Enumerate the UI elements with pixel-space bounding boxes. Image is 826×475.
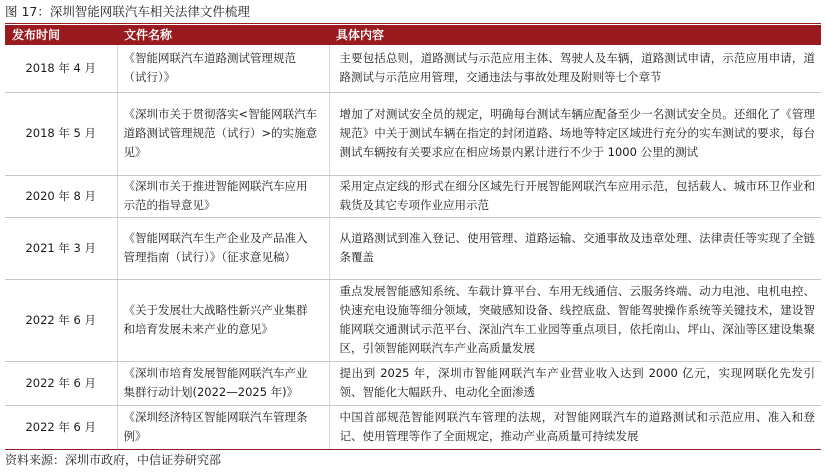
source-note: 资料来源：深圳市政府，中信证券研究部 bbox=[5, 453, 222, 467]
row-content: 主要包括总则，道路测试与示范应用主体、驾驶人及车辆，道路测试申请，示范应用申请，道路测试与示范应用管理，交通违法与事故处理及附则等七个章节 bbox=[329, 45, 821, 92]
header-name: 文件名称 bbox=[117, 25, 329, 45]
row-date: 2020 年 8 月 bbox=[5, 175, 117, 217]
figure-title: 图 17：深圳智能网联汽车相关法律文件梳理 bbox=[5, 4, 250, 19]
header-content: 具体内容 bbox=[329, 25, 821, 45]
table-row bbox=[5, 361, 821, 405]
table-row bbox=[5, 217, 821, 279]
row-document-name: 《关于发展壮大战略性新兴产业集群和培育发展未来产业的意见》 bbox=[117, 279, 329, 361]
row-date: 2022 年 6 月 bbox=[5, 361, 117, 405]
law-documents-table bbox=[5, 25, 821, 450]
table-row bbox=[5, 279, 821, 361]
row-content: 从道路测试到准入登记、使用管理、道路运输、交通事故及违章处理、法律责任等实现了全链条覆盖 bbox=[329, 217, 821, 279]
table-row bbox=[5, 175, 821, 217]
row-document-name: 《智能网联汽车生产企业及产品准入管理指南（试行）》（征求意见稿） bbox=[117, 217, 329, 279]
row-content: 提出到 2025 年，深圳市智能网联汽车产业营业收入达到 2000 亿元，实现网联化先发引领、智能化大幅跃升、电动化全面渗透 bbox=[329, 361, 821, 405]
table-header-row bbox=[5, 25, 821, 45]
row-content: 增加了对测试安全员的规定，明确每台测试车辆应配备至少一名测试安全员。还细化了《管理规范》中关于测试车辆在指定的封闭道路、场地等特定区域进行充分的实车测试的要求，每台测试车辆按有关要求应在相应场景内累计进行不少于 1000 公里的测试 bbox=[329, 92, 821, 175]
title-divider bbox=[5, 23, 821, 24]
row-document-name: 《深圳市培育发展智能网联汽车产业集群行动计划(2022—2025 年)》 bbox=[117, 361, 329, 405]
table-row bbox=[5, 405, 821, 449]
row-date: 2021 年 3 月 bbox=[5, 217, 117, 279]
row-document-name: 《深圳市关于贯彻落实<智能网联汽车道路测试管理规范（试行）>的实施意见》 bbox=[117, 92, 329, 175]
row-content: 采用定点定线的形式在细分区域先行开展智能网联汽车应用示范，包括载人、城市环卫作业和载货及其它专项作业应用示范 bbox=[329, 175, 821, 217]
row-content: 重点发展智能感知系统、车载计算平台、车用无线通信、云服务终端、动力电池、电机电控、快速充电设施等细分领域，突破感知设备、线控底盘、智能驾驶操作系统等关键技术，建设智能网联交通测试示范平台、深汕汽车工业园等重点项目，依托南山、坪山、深汕等区建设集聚区，引领智能网联汽车产业高质量发展 bbox=[329, 279, 821, 361]
row-date: 2018 年 4 月 bbox=[5, 45, 117, 92]
table-row bbox=[5, 92, 821, 175]
row-date: 2022 年 6 月 bbox=[5, 405, 117, 449]
header-date: 发布时间 bbox=[5, 25, 117, 45]
row-content: 中国首部规范智能网联汽车管理的法规，对智能网联汽车的道路测试和示范应用、准入和登记、使用管理等作了全面规定，推动产业高质量可持续发展 bbox=[329, 405, 821, 449]
row-date: 2022 年 6 月 bbox=[5, 279, 117, 361]
row-document-name: 《智能网联汽车道路测试管理规范（试行）》 bbox=[117, 45, 329, 92]
row-document-name: 《深圳市关于推进智能网联汽车应用示范的指导意见》 bbox=[117, 175, 329, 217]
row-date: 2018 年 5 月 bbox=[5, 92, 117, 175]
table-row bbox=[5, 45, 821, 92]
row-document-name: 《深圳经济特区智能网联汽车管理条例》 bbox=[117, 405, 329, 449]
